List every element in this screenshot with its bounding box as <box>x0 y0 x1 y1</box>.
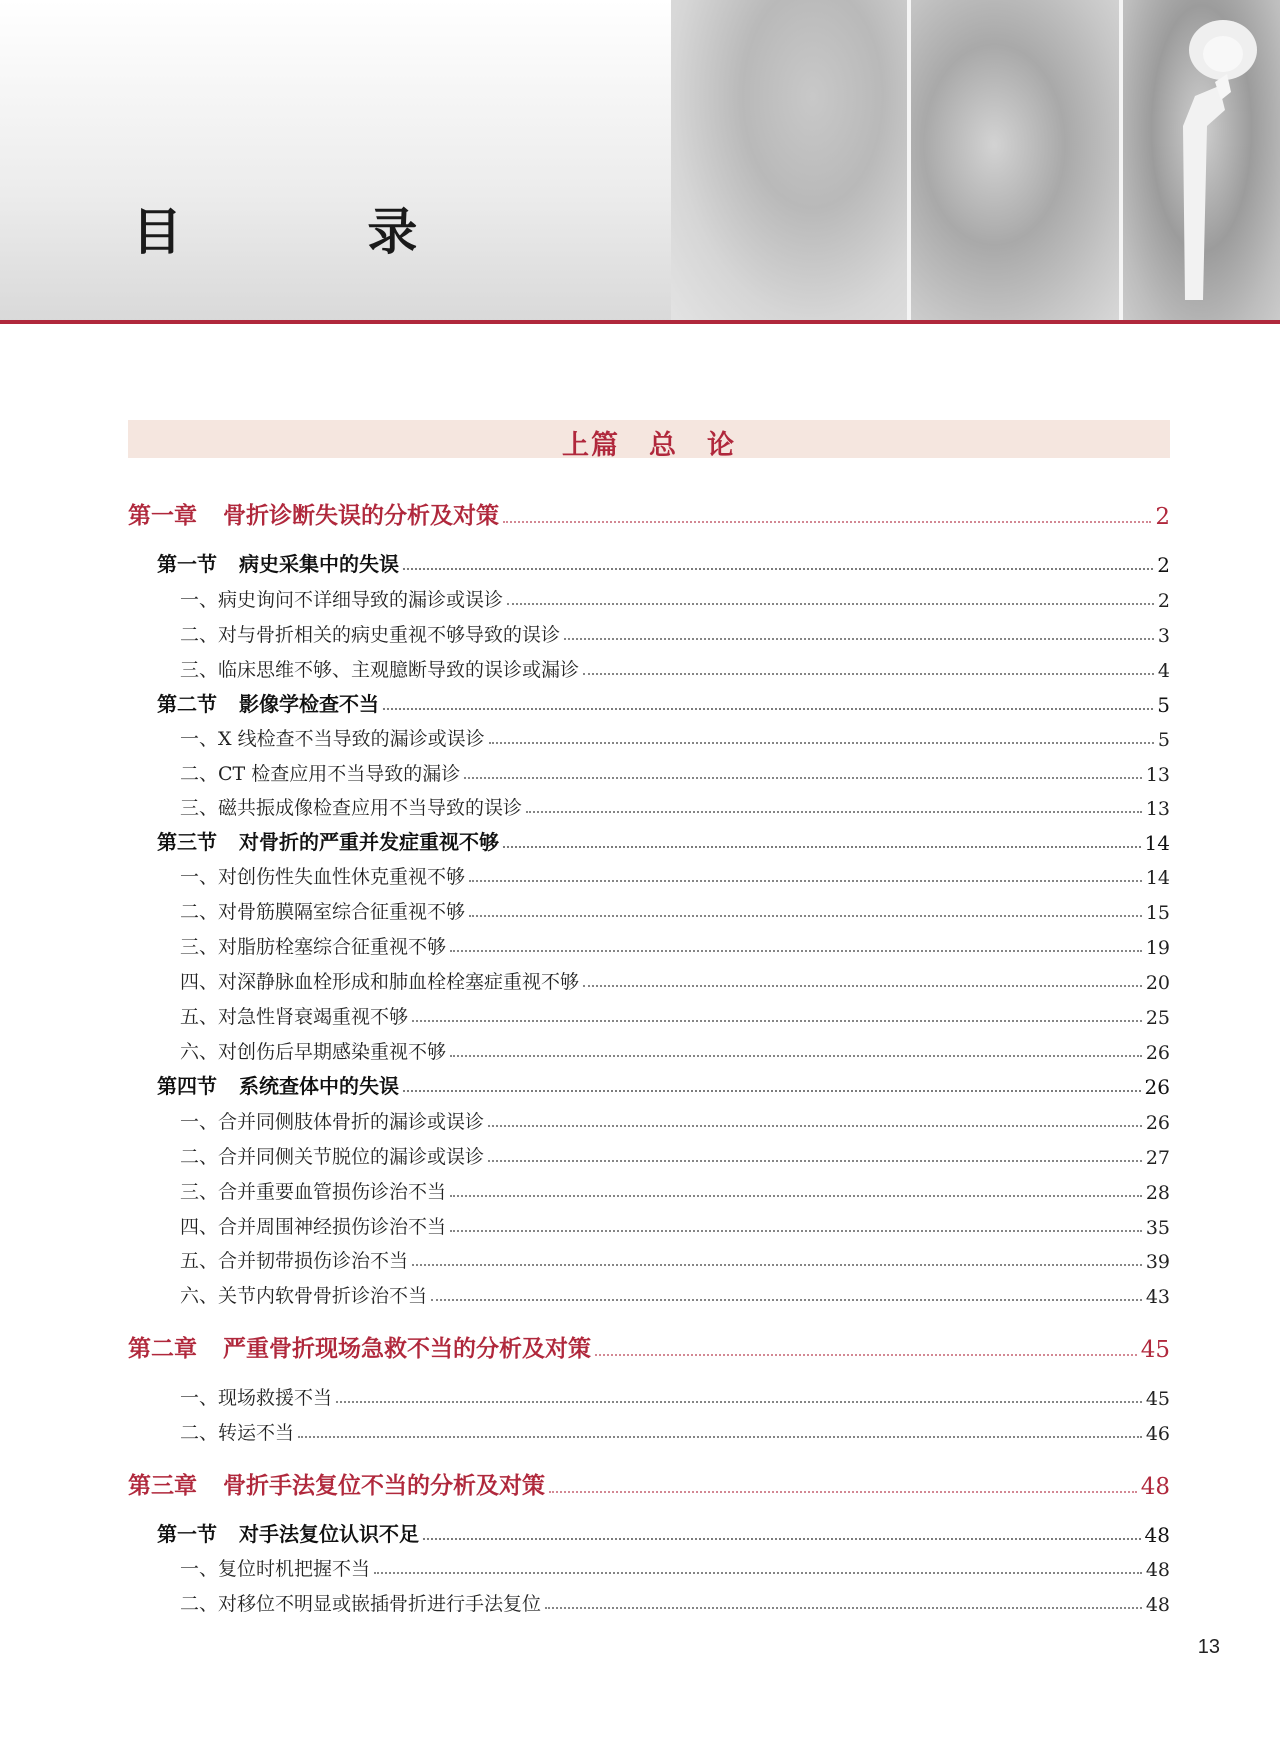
dot-leader <box>298 1436 1142 1438</box>
dot-leader <box>549 1491 1137 1493</box>
toc-section-entry[interactable] <box>157 827 1170 855</box>
toc-item-entry[interactable] <box>180 1280 1170 1308</box>
toc-entry-number: 一、 <box>180 1387 219 1409</box>
toc-entry-label <box>180 1002 408 1029</box>
toc-entry-label <box>180 655 579 682</box>
toc-entry-page: 2 <box>1155 504 1170 530</box>
toc-entry-page: 14 <box>1145 867 1170 889</box>
toc-item-entry[interactable] <box>180 1036 1170 1064</box>
toc-entry-label <box>128 1467 545 1500</box>
toc-item-entry[interactable] <box>180 1588 1170 1616</box>
dot-leader <box>583 985 1142 987</box>
toc-entry-page: 19 <box>1145 937 1170 959</box>
toc-entry-number: 四、 <box>180 1216 219 1238</box>
toc-entry-page: 26 <box>1144 1075 1170 1099</box>
dot-leader <box>450 1230 1142 1232</box>
toc-entry-title: 合并韧带损伤诊治不当 <box>218 1250 409 1272</box>
toc-entry-number: 第二节 <box>157 692 217 716</box>
toc-chapter-entry[interactable] <box>128 1331 1170 1363</box>
toc-entry-label <box>157 826 499 855</box>
toc-entry-page: 28 <box>1145 1182 1170 1204</box>
toc-item-entry[interactable] <box>180 1141 1170 1169</box>
toc-entry-number: 第四节 <box>157 1074 217 1098</box>
toc-entry-title: 对移位不明显或嵌插骨折进行手法复位 <box>218 1593 542 1615</box>
toc-item-entry[interactable] <box>180 1245 1170 1273</box>
toc-entry-title: 对深静脉血栓形成和肺血栓栓塞症重视不够 <box>218 971 580 993</box>
toc-entry-title: 磁共振成像检查应用不当导致的误诊 <box>218 797 523 819</box>
toc-entry-number: 四、 <box>180 971 219 993</box>
dot-leader <box>412 1020 1142 1022</box>
dot-leader <box>489 742 1154 744</box>
page-title: 目 录 <box>132 203 502 261</box>
toc-entry-label <box>180 1554 370 1581</box>
toc-item-entry[interactable] <box>180 619 1170 647</box>
toc-entry-number: 五、 <box>180 1250 219 1272</box>
toc-entry-title: 对与骨折相关的病史重视不够导致的误诊 <box>218 624 561 646</box>
toc-entry-label <box>180 1142 484 1169</box>
toc-section-entry[interactable] <box>157 689 1170 717</box>
dot-leader <box>412 1264 1142 1266</box>
toc-item-entry[interactable] <box>180 966 1170 994</box>
toc-entry-number: 一、 <box>180 728 219 750</box>
toc-item-entry[interactable] <box>180 1176 1170 1204</box>
toc-item-entry[interactable] <box>180 1417 1170 1445</box>
dot-leader <box>403 1090 1141 1092</box>
toc-entry-number: 第二章 <box>128 1336 197 1362</box>
toc-entry-number: 第一节 <box>157 552 217 576</box>
toc-entry-title: CT 检查应用不当导致的漏诊 <box>218 763 461 785</box>
toc-entry-label <box>180 967 579 994</box>
toc-entry-page: 2 <box>1157 590 1170 612</box>
toc-entry-label <box>157 688 379 717</box>
toc-entry-label <box>180 1418 294 1445</box>
toc-entry-label <box>180 1037 446 1064</box>
dot-leader <box>526 811 1142 813</box>
toc-entry-page: 4 <box>1157 660 1170 682</box>
toc-entry-number: 三、 <box>180 936 219 958</box>
toc-entry-label <box>180 1589 541 1616</box>
toc-section-entry[interactable] <box>157 1071 1170 1099</box>
toc-item-entry[interactable] <box>180 723 1170 751</box>
toc-entry-number: 第一节 <box>157 1522 217 1546</box>
toc-entry-number: 第三章 <box>128 1473 197 1499</box>
toc-item-entry[interactable] <box>180 931 1170 959</box>
toc-item-entry[interactable] <box>180 792 1170 820</box>
toc-entry-number: 三、 <box>180 659 219 681</box>
toc-item-entry[interactable] <box>180 1211 1170 1239</box>
toc-entry-title: 转运不当 <box>218 1422 295 1444</box>
toc-entry-title: 病史采集中的失误 <box>239 552 399 576</box>
toc-chapter-entry[interactable] <box>128 1468 1170 1500</box>
dot-leader <box>403 568 1153 570</box>
toc-item-entry[interactable] <box>180 758 1170 786</box>
dot-leader <box>583 673 1154 675</box>
dot-leader <box>488 1160 1142 1162</box>
toc-entry-page: 26 <box>1145 1112 1170 1134</box>
dot-leader <box>469 880 1142 882</box>
toc-item-entry[interactable] <box>180 1001 1170 1029</box>
toc-entry-title: 病史询问不详细导致的漏诊或误诊 <box>218 589 504 611</box>
toc-entry-page: 48 <box>1145 1594 1170 1616</box>
toc-item-entry[interactable] <box>180 861 1170 889</box>
toc-entry-number: 二、 <box>180 1422 219 1444</box>
dot-leader <box>564 638 1154 640</box>
toc-item-entry[interactable] <box>180 584 1170 612</box>
toc-entry-title: 骨折手法复位不当的分析及对策 <box>223 1473 545 1499</box>
toc-entry-label <box>180 1383 332 1410</box>
toc-entry-number: 三、 <box>180 797 219 819</box>
toc-entry-number: 六、 <box>180 1285 219 1307</box>
toc-section-entry[interactable] <box>157 549 1170 577</box>
dot-leader <box>545 1607 1142 1609</box>
toc-entry-title: 合并同侧关节脱位的漏诊或误诊 <box>218 1146 485 1168</box>
toc-entry-title: 关节内软骨骨折诊治不当 <box>218 1285 428 1307</box>
toc-item-entry[interactable] <box>180 1553 1170 1581</box>
dot-leader <box>503 521 1151 523</box>
toc-entry-title: 严重骨折现场急救不当的分析及对策 <box>223 1336 591 1362</box>
toc-entry-label <box>180 759 460 786</box>
toc-entry-page: 13 <box>1145 764 1170 786</box>
toc-entry-page: 27 <box>1145 1147 1170 1169</box>
toc-entry-page: 3 <box>1157 625 1170 647</box>
toc-entry-title: X 线检查不当导致的漏诊或误诊 <box>218 728 485 750</box>
dot-leader <box>464 777 1142 779</box>
toc-entry-page: 48 <box>1145 1559 1170 1581</box>
toc-entry-number: 一、 <box>180 589 219 611</box>
toc-entry-page: 39 <box>1145 1251 1170 1273</box>
toc-entry-number: 二、 <box>180 901 219 923</box>
dot-leader <box>336 1401 1142 1403</box>
toc-entry-title: 影像学检查不当 <box>239 692 379 716</box>
toc-entry-number: 一、 <box>180 1558 219 1580</box>
toc-item-entry[interactable] <box>180 654 1170 682</box>
part-title: 上篇 总 论 <box>562 430 736 461</box>
toc-entry-page: 14 <box>1144 831 1170 855</box>
toc-entry-label <box>128 497 499 530</box>
toc-entry-label <box>157 1518 419 1547</box>
toc-entry-label <box>157 1070 399 1099</box>
toc-entry-title: 系统查体中的失误 <box>239 1074 399 1098</box>
toc-entry-label <box>180 897 465 924</box>
dot-leader <box>423 1538 1141 1540</box>
toc-entry-page: 20 <box>1145 972 1170 994</box>
toc-entry-page: 48 <box>1140 1474 1170 1500</box>
dot-leader <box>488 1125 1142 1127</box>
toc-entry-page: 45 <box>1145 1388 1170 1410</box>
toc-entry-number: 三、 <box>180 1181 219 1203</box>
toc-entry-label <box>128 1330 591 1363</box>
toc-entry-title: 对急性肾衰竭重视不够 <box>218 1006 409 1028</box>
dot-leader <box>507 603 1154 605</box>
toc-entry-label <box>157 548 399 577</box>
toc-entry-number: 六、 <box>180 1041 219 1063</box>
toc-entry-number: 二、 <box>180 624 219 646</box>
dot-leader <box>450 1195 1142 1197</box>
toc-entry-label <box>180 585 503 612</box>
toc-entry-number: 一、 <box>180 1111 219 1133</box>
toc-entry-title: 对骨折的严重并发症重视不够 <box>239 830 499 854</box>
toc-entry-page: 25 <box>1145 1007 1170 1029</box>
toc-entry-label <box>180 1107 484 1134</box>
toc-entry-title: 对手法复位认识不足 <box>239 1522 419 1546</box>
toc-entry-label <box>180 793 522 820</box>
dot-leader <box>383 708 1153 710</box>
dot-leader <box>374 1572 1142 1574</box>
dot-leader <box>431 1299 1142 1301</box>
toc-entry-number: 二、 <box>180 1593 219 1615</box>
page-number: 13 <box>1197 1636 1220 1658</box>
toc-item-entry[interactable] <box>180 896 1170 924</box>
toc-chapter-entry[interactable] <box>128 498 1170 530</box>
toc-entry-page: 35 <box>1145 1217 1170 1239</box>
toc-entry-label <box>180 620 560 647</box>
toc-entry-title: 复位时机把握不当 <box>218 1558 371 1580</box>
toc-entry-label <box>180 1177 446 1204</box>
toc-entry-number: 二、 <box>180 763 219 785</box>
toc-entry-label <box>180 1212 446 1239</box>
toc-entry-page: 43 <box>1145 1286 1170 1308</box>
toc-entry-title: 合并重要血管损伤诊治不当 <box>218 1181 447 1203</box>
toc-entry-title: 对创伤性失血性休克重视不够 <box>218 866 466 888</box>
toc-entry-title: 骨折诊断失误的分析及对策 <box>223 503 499 529</box>
dot-leader <box>450 950 1142 952</box>
toc-item-entry[interactable] <box>180 1106 1170 1134</box>
dot-leader <box>450 1055 1142 1057</box>
toc-entry-label <box>180 1246 408 1273</box>
toc-entry-page: 5 <box>1157 729 1170 751</box>
toc-entry-number: 第一章 <box>128 503 197 529</box>
toc-entry-page: 46 <box>1145 1423 1170 1445</box>
toc-entry-page: 45 <box>1140 1337 1170 1363</box>
dot-leader <box>595 1354 1137 1356</box>
toc-entry-label <box>180 724 485 751</box>
toc-entry-page: 5 <box>1157 693 1170 717</box>
toc-section-entry[interactable] <box>157 1519 1170 1547</box>
toc-entry-number: 一、 <box>180 866 219 888</box>
toc-entry-page: 15 <box>1145 902 1170 924</box>
toc-entry-page: 26 <box>1145 1042 1170 1064</box>
toc-entry-title: 对脂肪栓塞综合征重视不够 <box>218 936 447 958</box>
toc-entry-label <box>180 862 465 889</box>
toc-entry-number: 五、 <box>180 1006 219 1028</box>
toc-entry-title: 现场救援不当 <box>218 1387 333 1409</box>
toc-entry-title: 临床思维不够、主观臆断导致的误诊或漏诊 <box>218 659 580 681</box>
toc-entry-title: 合并周围神经损伤诊治不当 <box>218 1216 447 1238</box>
toc-entry-number: 二、 <box>180 1146 219 1168</box>
toc-entry-page: 48 <box>1144 1523 1170 1547</box>
toc-entry-number: 第三节 <box>157 830 217 854</box>
toc-entry-label <box>180 1281 427 1308</box>
toc-entry-label <box>180 932 446 959</box>
toc-entry-title: 合并同侧肢体骨折的漏诊或误诊 <box>218 1111 485 1133</box>
toc-item-entry[interactable] <box>180 1382 1170 1410</box>
toc-entry-title: 对骨筋膜隔室综合征重视不够 <box>218 901 466 923</box>
toc-entry-page: 13 <box>1145 798 1170 820</box>
dot-leader <box>503 846 1141 848</box>
toc-entry-page: 2 <box>1157 553 1170 577</box>
toc-entry-title: 对创伤后早期感染重视不够 <box>218 1041 447 1063</box>
dot-leader <box>469 915 1142 917</box>
